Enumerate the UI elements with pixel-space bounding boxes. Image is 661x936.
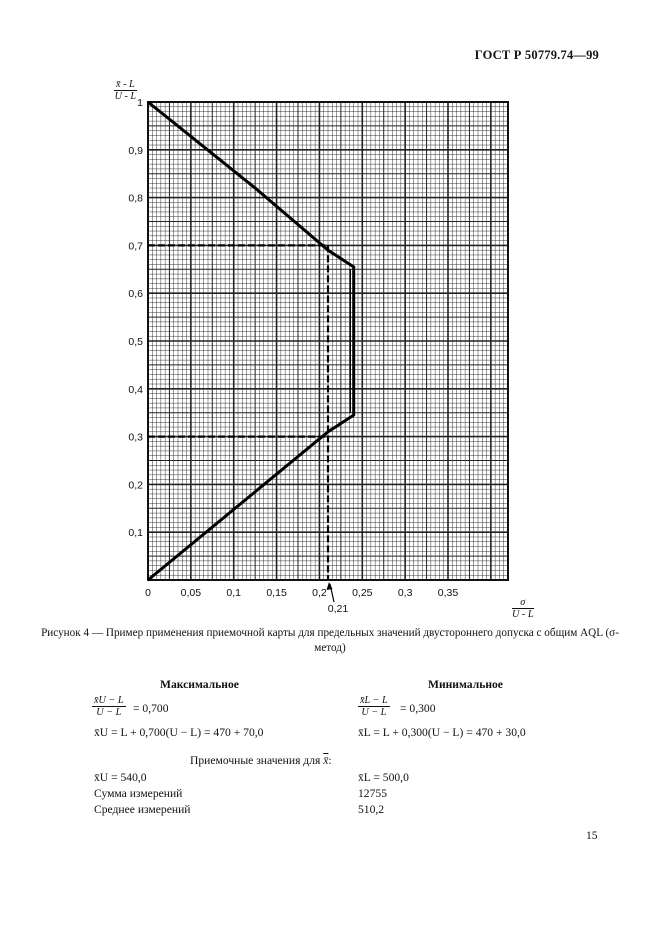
y-tick-label: 0,4: [128, 383, 143, 396]
y-tick-label: 0,6: [128, 288, 143, 301]
y-axis-label-num: x̄ - L: [116, 79, 135, 90]
acceptance-values-label: Приемочные значения для x̄:: [190, 754, 332, 767]
x-tick-label: 0,3: [397, 587, 413, 599]
x-tick-label: 0,15: [266, 587, 287, 599]
x-tick-label: 0,1: [226, 587, 242, 599]
mean-value: 510,2: [358, 803, 385, 816]
annotation-label: 0,21: [327, 603, 349, 615]
x-axis-label: [512, 597, 534, 620]
y-tick-label: 0,2: [128, 479, 143, 492]
min-acceptance-value: x̄L = 500,0: [358, 771, 409, 784]
min-heading: Минимальное: [428, 678, 503, 691]
max-acceptance-value: x̄U = 540,0: [94, 771, 147, 784]
annotation-arrowhead: [327, 582, 333, 590]
sum-label: Сумма измерений: [94, 787, 183, 800]
y-tick-label: 1: [137, 97, 143, 109]
x-tick-label: 0,35: [437, 587, 459, 599]
max-fraction-den: U − L: [96, 707, 122, 718]
x-tick-label: 0,05: [180, 587, 202, 599]
x-tick-label: 0,2: [312, 587, 327, 599]
max-heading: Максимальное: [160, 678, 239, 691]
max-equation: x̄U = L + 0,700(U − L) = 470 + 70,0: [94, 726, 264, 739]
max-fraction: [92, 695, 126, 718]
document-header: ГОСТ Р 50779.74—99: [474, 48, 599, 62]
mean-label: Среднее измерений: [94, 803, 191, 816]
max-fraction-num: x̄U − L: [94, 695, 124, 706]
min-fraction-den: U − L: [361, 707, 387, 718]
x-tick-label: 0,25: [352, 587, 373, 599]
figure-caption-text: — Пример применения приемочной карты для предельных значений двустороннего допуска с общим AQL (σ-метод): [91, 627, 619, 654]
x-axis-label-den: U - L: [512, 609, 534, 620]
y-axis-label: [114, 79, 137, 102]
min-fraction-value: = 0,300: [400, 702, 436, 715]
figure-label: Рисунок 4: [41, 627, 90, 639]
acceptance-values-text: Приемочные значения для: [190, 754, 321, 767]
page-number: 15: [586, 829, 598, 842]
min-equation: x̄L = L + 0,300(U − L) = 470 + 30,0: [358, 726, 526, 739]
x-tick-label: 0: [145, 587, 151, 599]
max-fraction-value: = 0,700: [133, 702, 169, 715]
y-tick-label: 0,8: [128, 192, 143, 205]
y-tick-label: 0,7: [128, 240, 143, 253]
y-tick-label: 0,1: [128, 527, 143, 540]
y-tick-label: 0,9: [128, 144, 143, 157]
acceptance-values-symbol: x̄: [323, 754, 329, 767]
min-fraction: [358, 695, 390, 718]
sum-value: 12755: [358, 787, 387, 800]
figure-caption: [40, 626, 620, 656]
x-axis-label-num: σ: [512, 597, 534, 609]
y-tick-label: 0,3: [128, 431, 143, 444]
y-tick-label: 0,5: [128, 336, 143, 348]
min-fraction-num: x̄L − L: [360, 695, 388, 706]
y-axis-label-den: U - L: [114, 91, 137, 102]
